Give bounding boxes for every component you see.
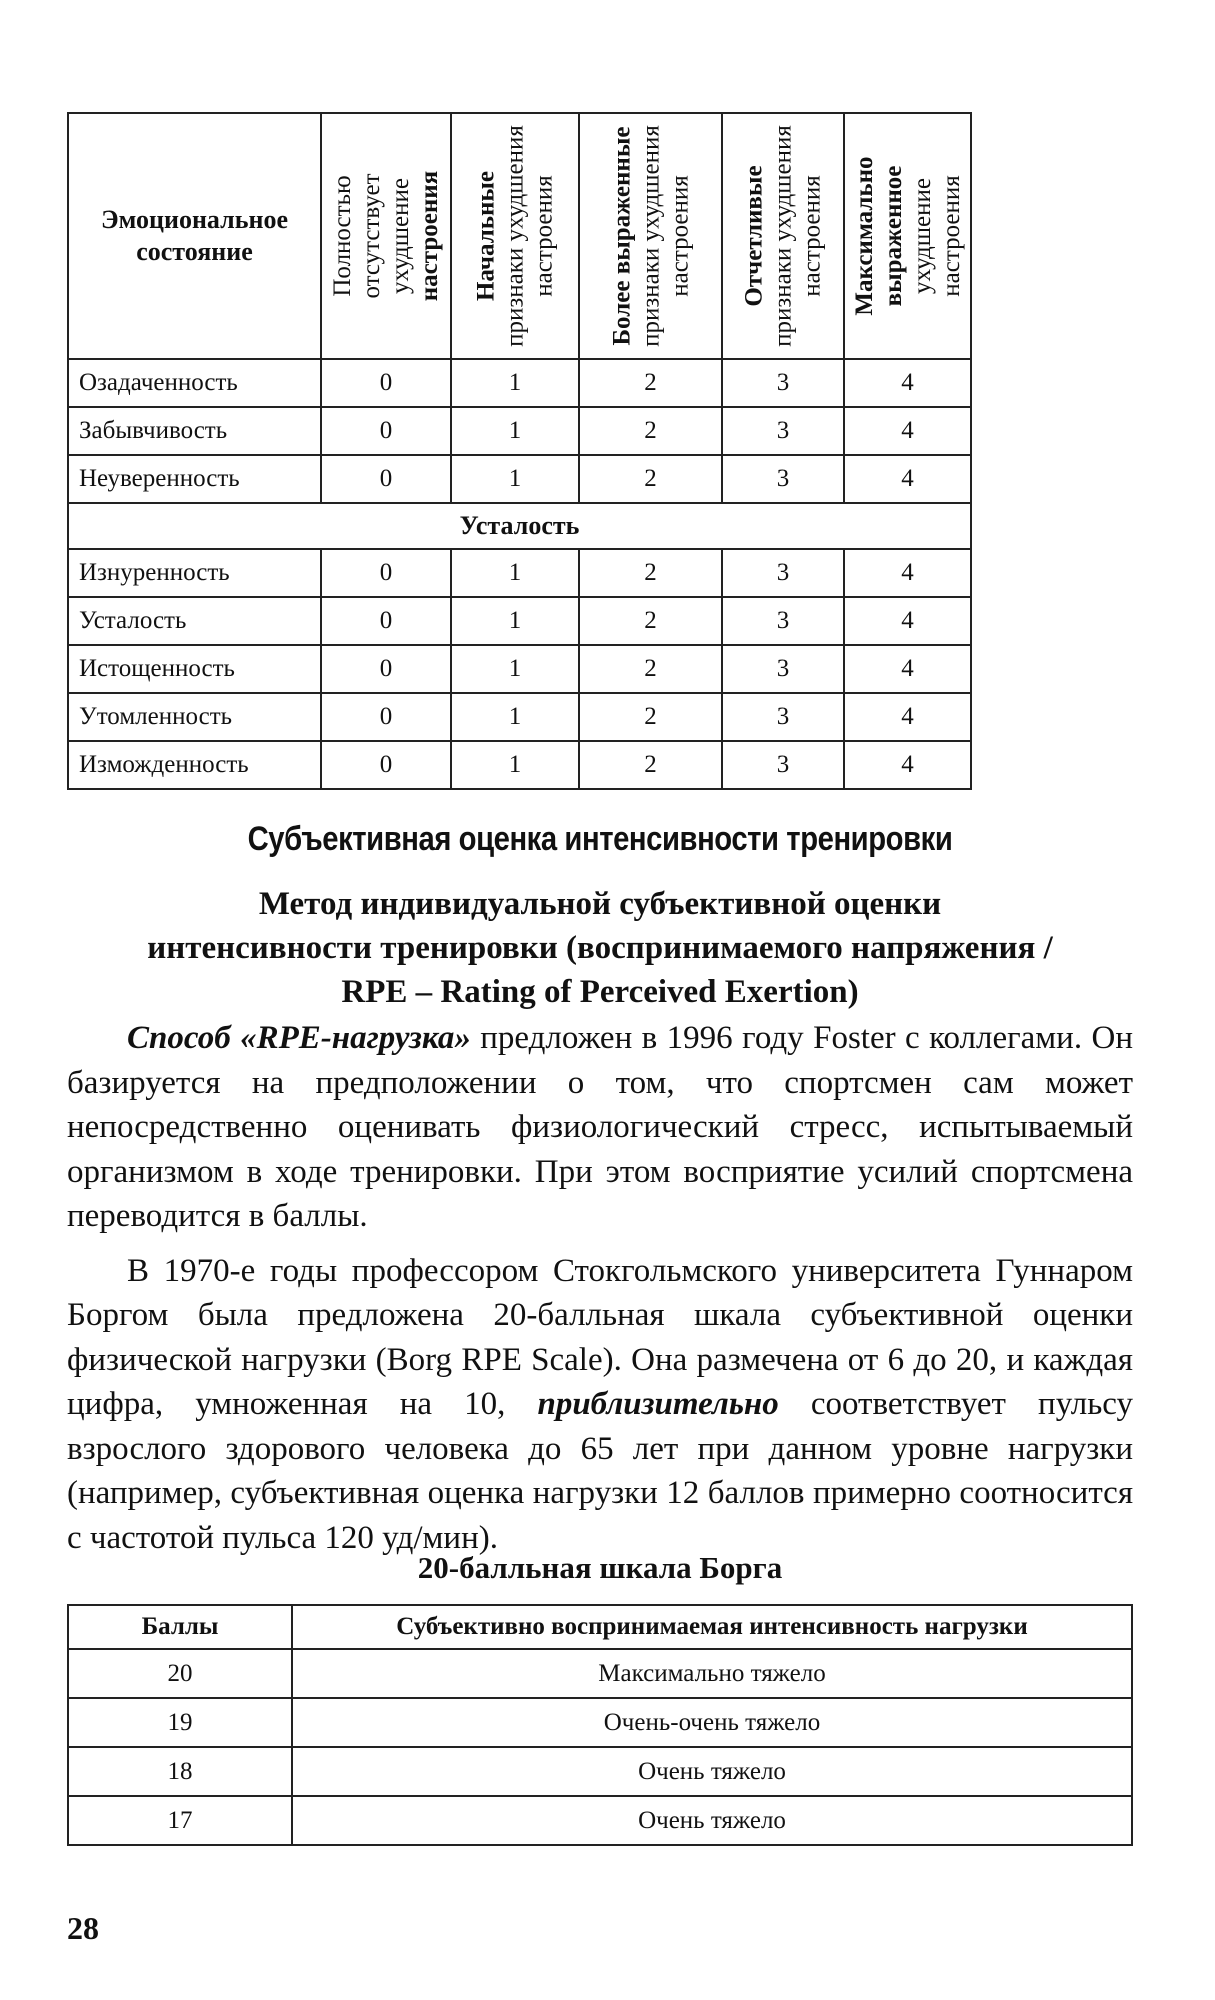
method-heading bbox=[67, 882, 1133, 1014]
borg-scale-heading: 20-балльная шкала Борга bbox=[417, 1550, 783, 1585]
table-row bbox=[68, 1649, 1132, 1698]
body-text bbox=[67, 1016, 1133, 1560]
section-heading: Субъективная оценка интенсивности тренировки bbox=[247, 820, 953, 858]
borg-description: Очень тяжело bbox=[292, 1747, 1132, 1796]
rows-bottom bbox=[68, 549, 1134, 789]
score-cell: 3 bbox=[722, 549, 844, 597]
table-row bbox=[68, 741, 1134, 789]
table-row bbox=[68, 597, 1134, 645]
score-cell: 2 bbox=[579, 741, 722, 789]
borg-score: 20 bbox=[68, 1649, 292, 1698]
paragraph-1-text: предложен в 1996 году Foster с коллегами. Он базируется на предположении о том, что спортсмен сам может непосредственно оценивать физиологический стресс, испытываемый организмом в ходе тренировки. При этом восприятие усилий спортсмена переводится в баллы. bbox=[67, 1020, 1134, 1234]
header-col-2: Более выраженные признаки ухудшения настроения bbox=[579, 113, 722, 359]
table-row bbox=[68, 407, 1134, 455]
score-cell: 4 bbox=[844, 407, 971, 455]
borg-col-description: Субъективно воспринимаемая интенсивность нагрузки bbox=[292, 1605, 1132, 1649]
score-cell: 2 bbox=[579, 407, 722, 455]
table-row bbox=[68, 645, 1134, 693]
score-cell: 2 bbox=[579, 693, 722, 741]
score-cell: 3 bbox=[722, 407, 844, 455]
empty-spacer bbox=[971, 693, 1134, 741]
emotion-name: Усталость bbox=[68, 597, 321, 645]
score-cell: 0 bbox=[321, 407, 451, 455]
emotion-name: Неуверенность bbox=[68, 455, 321, 503]
table-row bbox=[68, 693, 1134, 741]
paragraph-2-text-b: соответствует пульсу взрослого здорового человека до 65 лет при данном уровне нагрузки (например, субъективная оценка нагрузки 12 баллов примерно соотносится с частотой пульса 120 уд/мин). bbox=[67, 1386, 1133, 1556]
header-col-0: Полностью отсутствует ухудшение настроения bbox=[321, 113, 451, 359]
header-col-1: Начальные признаки ухудшения настроения bbox=[451, 113, 579, 359]
score-cell: 0 bbox=[321, 741, 451, 789]
score-cell: 1 bbox=[451, 455, 579, 503]
score-cell: 1 bbox=[451, 549, 579, 597]
empty-spacer bbox=[971, 549, 1134, 597]
score-cell: 1 bbox=[451, 359, 579, 407]
score-cell: 4 bbox=[844, 455, 971, 503]
table-header-row bbox=[68, 113, 1134, 359]
empty-spacer bbox=[971, 645, 1134, 693]
header-emotional-state: Эмоциональное состояние bbox=[68, 113, 321, 359]
score-cell: 3 bbox=[722, 741, 844, 789]
section-row bbox=[68, 503, 1134, 549]
method-heading-line-3: RPE – Rating of Perceived Exertion) bbox=[341, 974, 859, 1010]
score-cell: 4 bbox=[844, 549, 971, 597]
emotion-name: Истощенность bbox=[68, 645, 321, 693]
table-row bbox=[68, 359, 1134, 407]
table-row bbox=[68, 1796, 1132, 1845]
score-cell: 1 bbox=[451, 645, 579, 693]
empty-spacer bbox=[971, 597, 1134, 645]
empty-spacer bbox=[971, 741, 1134, 789]
borg-scale-table bbox=[67, 1604, 1133, 1846]
score-cell: 3 bbox=[722, 597, 844, 645]
table-row bbox=[68, 1747, 1132, 1796]
score-cell: 0 bbox=[321, 645, 451, 693]
score-cell: 3 bbox=[722, 693, 844, 741]
score-cell: 3 bbox=[722, 359, 844, 407]
empty-spacer bbox=[971, 113, 1134, 359]
empty-spacer bbox=[971, 503, 1134, 549]
emotion-name: Забывчивость bbox=[68, 407, 321, 455]
score-cell: 4 bbox=[844, 645, 971, 693]
rows-top bbox=[68, 359, 1134, 503]
score-cell: 3 bbox=[722, 455, 844, 503]
paragraph-2-text-a: В 1970-е годы профессором Стокгольмского университета Гуннаром Боргом была предложена 20-балльная шкала субъективной оценки физической нагрузки (Borg RPE Scale). Она размечена от 6 до 20, и каждая цифра, умноженная на 10, bbox=[67, 1252, 1133, 1422]
score-cell: 3 bbox=[722, 645, 844, 693]
method-heading-line-1: Метод индивидуальной субъективной оценки bbox=[258, 886, 942, 922]
score-cell: 0 bbox=[321, 693, 451, 741]
method-heading-line-2: интенсивности тренировки (воспринимаемого напряжения / bbox=[147, 930, 1053, 966]
score-cell: 4 bbox=[844, 359, 971, 407]
borg-score: 18 bbox=[68, 1747, 292, 1796]
page-number: 28 bbox=[67, 1910, 99, 1946]
header-col-4: Максимально выраженное ухудшение настроения bbox=[844, 113, 971, 359]
emotion-name: Озадаченность bbox=[68, 359, 321, 407]
emphasis-approx: приблизительно bbox=[537, 1386, 779, 1422]
borg-header-row bbox=[68, 1605, 1132, 1649]
score-cell: 1 bbox=[451, 693, 579, 741]
borg-description: Очень тяжело bbox=[292, 1796, 1132, 1845]
table-row bbox=[68, 455, 1134, 503]
borg-score: 17 bbox=[68, 1796, 292, 1845]
borg-score: 19 bbox=[68, 1698, 292, 1747]
score-cell: 4 bbox=[844, 741, 971, 789]
emotional-state-table bbox=[67, 112, 1135, 790]
rpe-method-term: Способ «RPE-нагрузка» bbox=[127, 1020, 471, 1056]
score-cell: 1 bbox=[451, 741, 579, 789]
empty-spacer bbox=[971, 455, 1134, 503]
score-cell: 2 bbox=[579, 549, 722, 597]
empty-spacer bbox=[971, 359, 1134, 407]
score-cell: 0 bbox=[321, 455, 451, 503]
score-cell: 2 bbox=[579, 359, 722, 407]
score-cell: 0 bbox=[321, 359, 451, 407]
header-col-3: Отчетливые признаки ухудшения настроения bbox=[722, 113, 844, 359]
paragraph-1 bbox=[67, 1016, 1133, 1239]
score-cell: 4 bbox=[844, 597, 971, 645]
score-cell: 2 bbox=[579, 597, 722, 645]
score-cell: 0 bbox=[321, 597, 451, 645]
score-cell: 1 bbox=[451, 407, 579, 455]
score-cell: 0 bbox=[321, 549, 451, 597]
table-row bbox=[68, 549, 1134, 597]
empty-spacer bbox=[971, 407, 1134, 455]
score-cell: 2 bbox=[579, 455, 722, 503]
section-fatigue: Усталость bbox=[68, 503, 971, 549]
borg-description: Очень-очень тяжело bbox=[292, 1698, 1132, 1747]
borg-col-score: Баллы bbox=[68, 1605, 292, 1649]
paragraph-2 bbox=[67, 1249, 1133, 1561]
table-row bbox=[68, 1698, 1132, 1747]
score-cell: 1 bbox=[451, 597, 579, 645]
emotion-name: Утомленность bbox=[68, 693, 321, 741]
score-cell: 4 bbox=[844, 693, 971, 741]
score-cell: 2 bbox=[579, 645, 722, 693]
borg-description: Максимально тяжело bbox=[292, 1649, 1132, 1698]
borg-rows bbox=[68, 1649, 1132, 1845]
emotion-name: Изнуренность bbox=[68, 549, 321, 597]
emotion-name: Изможденность bbox=[68, 741, 321, 789]
